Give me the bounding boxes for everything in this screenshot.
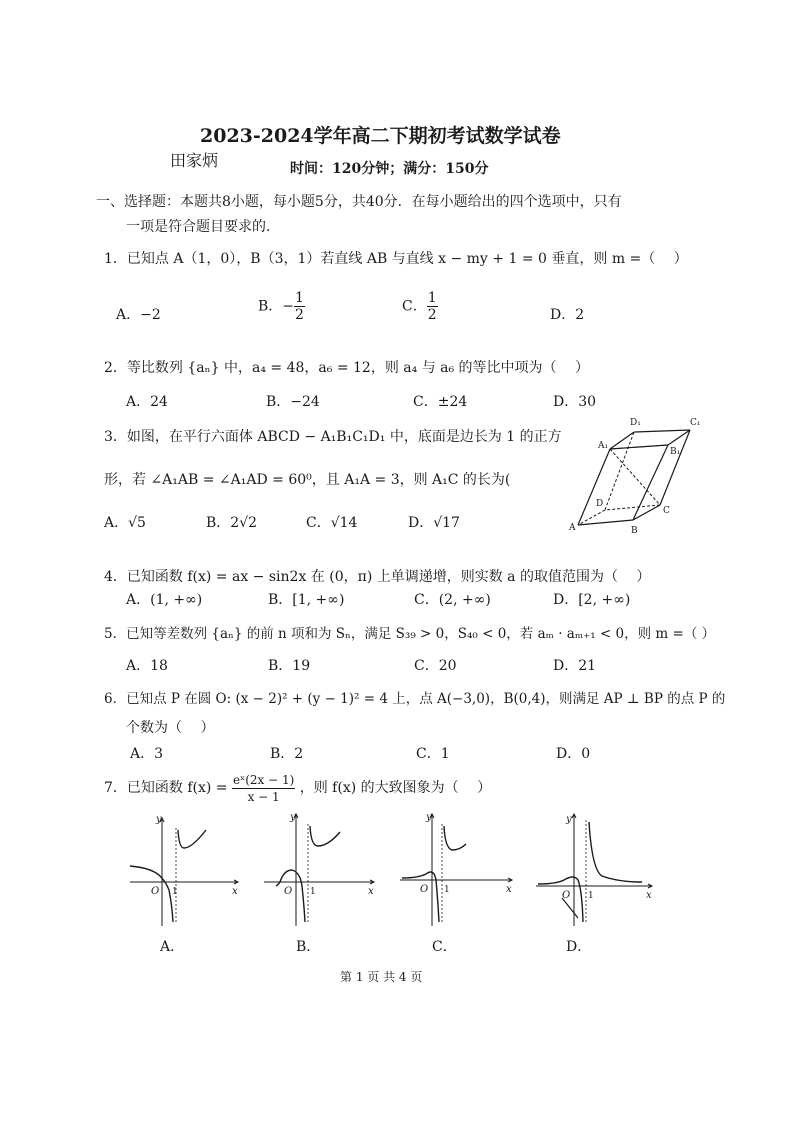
question-6-option-b: B．2 [270,746,304,762]
parallelepiped-figure [560,412,710,542]
question-4-option-a: A．(1, +∞) [126,592,203,608]
question-7-option-b: B． [296,939,321,955]
x-axis-label: x [368,886,374,897]
question-2-option-a: A．24 [126,394,168,410]
y-axis-label: y [566,814,572,825]
graph-option-d [534,810,658,930]
question-4-option-c: C．(2, +∞) [414,592,491,608]
question-2-option-b: B．−24 [266,394,320,410]
label-a: A [569,523,576,533]
label-d: D [596,499,604,509]
question-2-option-c: C．±24 [413,394,468,410]
origin-label: O [420,884,429,895]
question-7-option-d: D． [566,939,592,955]
tick-one-label: 1 [444,885,450,895]
section-instructions-line2: 一项是符合题目要求的． [126,219,280,235]
section-instructions-line1: 一、选择题：本题共8小题，每小题5分，共40分．在每小题给出的四个选项中，只有 [96,194,622,210]
question-4-option-b: B．[1, +∞) [268,592,345,608]
y-axis-label: y [290,812,296,823]
question-3-option-d: D．√17 [408,515,460,531]
page-number: 第 1 页 共 4 页 [340,970,423,984]
question-7-option-a: A． [160,939,185,955]
question-3-option-a: A．√5 [104,515,146,531]
question-3-option-c: C．√14 [306,515,358,531]
origin-label: O [284,886,293,897]
question-6-line2: 个数为（ ） [126,720,215,736]
question-6-option-a: A．3 [130,746,164,762]
question-5-option-a: A．18 [126,658,168,674]
label-c1: C₁ [690,418,701,428]
question-5-stem: 5．已知等差数列 {aₙ} 的前 n 项和为 Sₙ，满足 S₃₉ > 0，S₄₀ < 0，若 aₘ · aₘ₊₁ < 0，则 m =（ ） [104,626,716,642]
question-1-option-b: B．− $\frac{1}{2}$ [258,290,304,323]
question-2-stem: 2．等比数列 {aₙ} 中，a₄ = 48，a₆ = 12，则 a₄ 与 a₆ 的等比中项为（ ） [104,360,590,376]
label-b1: B₁ [670,447,681,457]
graph-option-b [262,810,382,930]
question-5-option-b: B．19 [268,658,311,674]
question-6-line1: 6．已知点 P 在圆 O: (x − 2)² + (y − 1)² = 4 上，点 A(−3,0)，B(0,4)，则满足 AP ⊥ BP 的点 P 的 [104,691,726,707]
question-1-option-d: D．2 [550,307,585,323]
handwritten-name: 田家炳 [170,151,219,170]
question-1-stem: 1．已知点 A（1，0），B（3，1）若直线 AB 与直线 x − my + 1 = 0 垂直，则 m =（ ） [104,251,688,267]
label-d1: D₁ [630,418,641,428]
question-5-option-d: D．21 [553,658,597,674]
exam-meta: 时间：120分钟；满分：150分 [290,161,489,177]
tick-one-label: 1 [310,887,316,897]
x-axis-label: x [646,890,652,901]
question-6-option-c: C．1 [416,746,450,762]
origin-label: O [151,886,160,897]
question-4-stem: 4．已知函数 f(x) = ax − sin2x 在 (0，π) 上单调递增，则实数 a 的取值范围为（ ） [104,569,651,585]
graph-option-c [398,810,518,930]
question-1-option-a: A．−2 [116,307,161,323]
question-4-option-d: D．[2, +∞) [553,592,631,608]
question-3-line2: 形，若 ∠A₁AB = ∠A₁AD = 60⁰，且 A₁A = 3，则 A₁C 的长为( [104,472,511,488]
x-axis-label: x [506,884,512,895]
tick-one-label: 1 [588,891,594,901]
question-7-option-c: C． [432,939,457,955]
question-1-option-c: C． $\frac{1}{2}$ [402,290,437,323]
x-axis-label: x [232,886,238,897]
label-a1: A₁ [598,441,609,451]
y-axis-label: y [426,812,432,823]
page-title: 2023-2024学年高二下期初考试数学试卷 [200,125,561,147]
question-2-option-d: D．30 [553,394,597,410]
question-6-option-d: D．0 [556,746,591,762]
tick-one-label: 1 [172,887,178,897]
origin-label: O [562,890,571,901]
label-b: B [631,526,638,536]
question-7-stem: 7．已知函数 f(x) = $\frac{\text{eˣ(2x − 1)}}{x - 1}$ ，则 f(x) 的大致图象为（ ） [104,772,492,804]
question-3-option-b: B．2√2 [206,515,258,531]
label-c: C [663,506,670,516]
y-axis-label: y [156,814,162,825]
question-3-line1: 3．如图，在平行六面体 ABCD − A₁B₁C₁D₁ 中，底面是边长为 1 的正方 [104,429,562,445]
graph-option-a [126,810,246,930]
question-5-option-c: C．20 [414,658,457,674]
